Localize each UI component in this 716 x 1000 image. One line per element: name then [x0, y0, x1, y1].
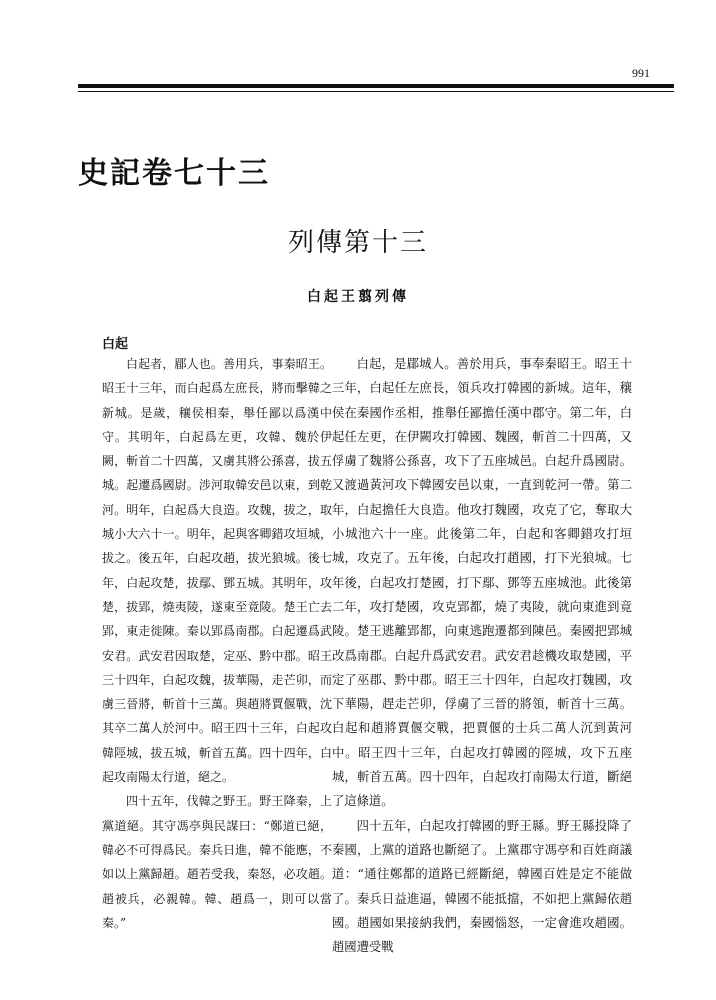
chapter-title: 列傳第十三 — [287, 228, 428, 258]
modern-paragraph: 白起，是郿城人。善於用兵，事奉秦昭王。昭王十三年，白起任左庶長，領兵攻打韓國的新城。這年，穰侯在秦國作丞相，推舉任鄙擔任漢中郡守。第二年，白起任左更，在伊闕攻打韓國、魏國，斬首二十四萬，又俘虜了魏將公孫喜，攻下了五座城邑。白起升爲國尉。又渡過黃河攻下韓國安邑以東，一直到乾河一帶。第二年，白起擔任大良造。他攻打魏國，攻克了它，奪取大小城池六十一座。此後第二年，白起和客卿錯攻打垣城，攻克了。五年後，白起攻打趙國，打下光狼城。七年後，白起攻打楚國，打下鄢、鄧等五座城池。此後第二年，攻打楚國，攻克郢都，燒了夷陵，就向東進到竟陵。楚王逃離郢都，向東逃跑遷都到陳邑。秦國把郢城改爲南郡。白起升爲武安君。武安君趁機攻取楚國，平定了巫郡、黔中郡。昭王三十四年，白起攻打魏國，攻下華陽，趕走芒卯，俘虜了三晉的將領，斬首十三萬。白起和趙將賈偃交戰，把賈偃的士兵二萬人沉到黃河中。昭王四十三年，白起攻打韓國的陘城，攻下五座城，斬首五萬。四十四年，白起攻打南陽太行道，斷絕了這條道。 — [332, 357, 632, 809]
modern-paragraph: 四十五年，白起攻打韓國的野王縣。野王縣投降了秦國，上黨的道路也斷絕了。上黨郡守馮亭和百姓商議道：“通往鄭都的道路已經斷絕，韓國百姓是定不能做了。秦兵日益進逼，韓國不能抵擋，不如把上黨歸依趙國。趙國如果接納我們，秦國惱怒，一定會進攻趙國。趙國遭受戰 — [332, 818, 632, 955]
section-heading: 白起 — [102, 337, 129, 352]
page-number: 991 — [632, 66, 650, 80]
volume-title: 史記卷七十三 — [78, 156, 270, 191]
header-rule-thick — [78, 84, 674, 88]
chapter-subtitle: 白起王翦列傳 — [307, 289, 409, 305]
classical-paragraph: 四十五年，伐韓之野王。野王降秦，上黨道絕。其守馮亭與民謀曰：“鄭道已絕，韓必不可得爲民。秦兵日進，韓不能應，不如以上黨歸趙。趙若受我，秦怒，必攻趙。趙被兵，必親韓。韓、趙爲一，則可以當秦。” — [102, 794, 332, 930]
classical-paragraph: 白起者，郿人也。善用兵，事秦昭王。昭王十三年，而白起爲左庶長，將而擊韓之新城。是歲，穰侯相秦，舉任鄙以爲漢中守。其明年，白起爲左更，攻韓、魏於伊闕，斬首二十四萬，又虜其將公孫喜，拔五城。起遷爲國尉。涉河取韓安邑以東，到乾河。明年，白起爲大良造。攻魏，拔之，取城小大六十一。明年，起與客卿錯攻垣城，拔之。後五年，白起攻趙，拔光狼城。後七年，白起攻楚，拔鄢、鄧五城。其明年，攻楚，拔郢，燒夷陵，遂東至竟陵。楚王亡去郢，東走徙陳。秦以郢爲南郡。白起遷爲武安君。武安君因取楚，定巫、黔中郡。昭王三十四年，白起攻魏，拔華陽，走芒卯，而虜三晉將，斬首十三萬。與趙將賈偃戰，沈其卒二萬人於河中。昭王四十三年，白起攻韓陘城，拔五城，斬首五萬。四十四年，白起攻南陽太行道，絕之。 — [102, 357, 332, 785]
classical-text-column — [102, 352, 332, 935]
header-rule-thin — [78, 91, 674, 92]
modern-translation-column — [332, 352, 632, 959]
